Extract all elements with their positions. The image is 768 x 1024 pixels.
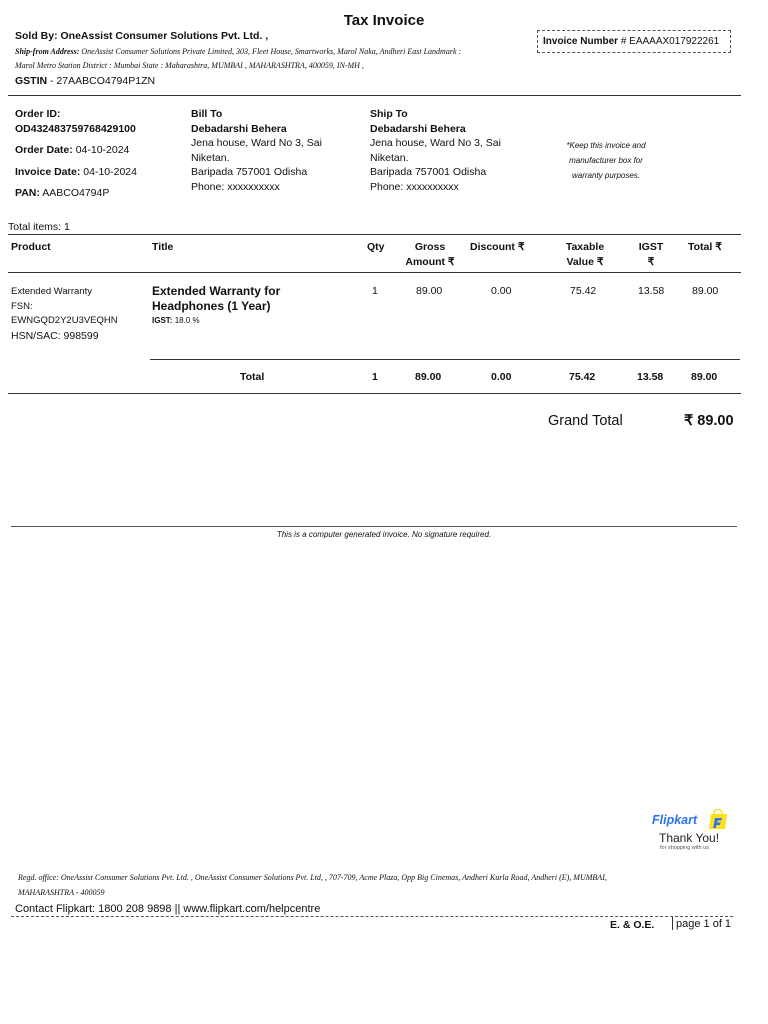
bill-to-block (191, 107, 322, 194)
totals-qty: 1 (372, 371, 378, 383)
sold-by: Sold By: OneAssist Consumer Solutions Pvt. Ltd. , (15, 30, 269, 42)
ship-from-address (15, 45, 530, 73)
totals-discount: 0.00 (491, 371, 512, 383)
ship-from-label: Ship-from Address: (15, 47, 80, 56)
col-header-taxable-line1: Taxable (565, 241, 605, 253)
col-header-gross (398, 240, 462, 270)
order-date (15, 144, 129, 156)
col-header-discount: Discount ₹ (470, 241, 525, 253)
contact-flipkart: Contact Flipkart: 1800 208 9898 || www.flipkart.com/helpcentre (15, 903, 321, 915)
grand-total-label: Grand Total (548, 413, 623, 429)
col-header-taxable (556, 240, 614, 270)
col-header-igst (633, 240, 669, 270)
row-igst: 13.58 (638, 285, 665, 297)
invoice-number-value: # EAAAAX017922261 (620, 36, 720, 47)
pan-value: AABCO4794P (42, 187, 110, 199)
ship-to-line2: Niketan. (370, 151, 409, 164)
ship-to-heading: Ship To (370, 108, 408, 120)
registered-office (18, 870, 738, 900)
row-discount: 0.00 (491, 285, 512, 297)
gstin-label: GSTIN (15, 75, 48, 87)
table-row (11, 285, 118, 343)
warranty-note-line1: *Keep this invoice and (566, 141, 646, 150)
order-id: OD432483759768429100 (15, 123, 136, 135)
col-header-qty: Qty (367, 241, 385, 253)
ship-to-line1: Jena house, Ward No 3, Sai (370, 137, 501, 149)
row-igst-rate (152, 316, 200, 325)
warranty-note-line2: manufacturer box for (569, 156, 643, 165)
totals-igst: 13.58 (637, 371, 664, 383)
invoice-date-value: 04-10-2024 (83, 166, 137, 178)
col-header-product: Product (11, 241, 51, 253)
row-title-line1: Extended Warranty for (152, 284, 281, 298)
col-header-total: Total ₹ (688, 241, 722, 253)
bill-to-line2: Niketan. (191, 151, 230, 164)
row-igst-rate-label: IGST: (152, 316, 173, 325)
col-header-igst-line1: IGST (638, 241, 664, 253)
row-igst-rate-value: 18.0 % (174, 316, 200, 325)
table-top-rule (8, 234, 741, 235)
invoice-number-box (537, 30, 731, 53)
totals-taxable: 75.42 (569, 371, 596, 383)
bill-to-name: Debadarshi Behera (191, 122, 287, 135)
ship-from-line2: Marol Metro Station District : Mumbai State : Maharashtra, MUMBAI , MAHARASHTRA, 400059, IN-MH , (15, 61, 364, 70)
regd-label: Regd. office: (18, 873, 59, 882)
col-header-gross-line2: Amount ₹ (405, 256, 455, 268)
order-id-label: Order ID: (15, 108, 61, 120)
row-title (152, 284, 280, 314)
row-total: 89.00 (692, 285, 719, 297)
col-header-title: Title (152, 241, 174, 253)
thank-you-text: Thank You! (659, 831, 720, 845)
bill-to-line3: Baripada 757001 Odisha (191, 166, 308, 178)
col-header-taxable-line2: Value ₹ (566, 256, 604, 268)
order-date-label: Order Date: (15, 144, 73, 156)
gstin-value: - 27AABCO4794P1ZN (50, 75, 156, 87)
totals-top-rule (150, 359, 740, 360)
page-number: page 1 of 1 (672, 917, 731, 930)
warranty-note (546, 138, 666, 183)
table-bottom-rule (8, 393, 741, 394)
row-hsn: HSN/SAC: 998599 (11, 329, 99, 342)
ship-to-phone: Phone: xxxxxxxxxx (370, 180, 459, 193)
invoice-number-label: Invoice Number (543, 36, 619, 47)
bill-to-heading: Bill To (191, 108, 223, 120)
gstin (15, 75, 155, 87)
row-qty: 1 (372, 285, 378, 297)
invoice-title: Tax Invoice (343, 12, 425, 29)
footer-rule (11, 916, 733, 917)
warranty-note-line3: warranty purposes. (571, 171, 641, 180)
totals-total: 89.00 (691, 371, 718, 383)
ship-to-name: Debadarshi Behera (370, 122, 466, 135)
grand-total-value: ₹ 89.00 (684, 413, 734, 429)
eoe-text: E. & O.E. (610, 919, 655, 931)
totals-label: Total (240, 371, 265, 383)
invoice-date (15, 166, 137, 178)
pan-label: PAN: (15, 187, 40, 199)
row-product: Extended Warranty (11, 286, 92, 297)
total-items: Total items: 1 (8, 221, 70, 233)
totals-gross: 89.00 (415, 371, 442, 383)
header-divider (8, 95, 741, 96)
col-header-gross-line1: Gross (414, 241, 446, 253)
row-fsn-label: FSN: (11, 300, 33, 312)
invoice-date-label: Invoice Date: (15, 166, 81, 178)
row-gross: 89.00 (416, 285, 443, 297)
table-header-rule (8, 272, 741, 273)
ship-from-line1: OneAssist Consumer Solutions Private Limited, 303, Fleet House, Smartworks, Marol Naka, Andheri East Landmark : (81, 47, 462, 56)
pan (15, 187, 109, 199)
bill-to-phone: Phone: xxxxxxxxxx (191, 180, 280, 193)
order-date-value: 04-10-2024 (75, 144, 130, 156)
col-header-igst-line2: ₹ (647, 256, 655, 268)
computer-generated-note: This is a computer generated invoice. No signature required. (276, 530, 492, 539)
row-title-line2: Headphones (1 Year) (152, 299, 271, 313)
flipkart-bag-icon (707, 809, 729, 830)
ship-to-line3: Baripada 757001 Odisha (370, 166, 487, 178)
regd-text: OneAssist Consumer Solutions Pvt. Ltd. , OneAssist Consumer Solutions Pvt. Ltd, , 707-709, Acme Plaza, Opp Big Cinemas, Andheri Kurla Road, Andheri (E), MUMBAI, (60, 873, 607, 882)
footnote-rule (11, 526, 737, 527)
ship-to-block (370, 107, 501, 194)
thank-you-subtext: for shopping with us (660, 845, 709, 851)
row-fsn: EWNGQD2Y2U3VEQHN (11, 315, 118, 326)
regd-line2: MAHARASHTRA - 400059 (18, 888, 105, 897)
bill-to-line1: Jena house, Ward No 3, Sai (191, 137, 322, 149)
row-taxable: 75.42 (570, 285, 597, 297)
flipkart-logo-word: Flipkart (652, 813, 698, 827)
